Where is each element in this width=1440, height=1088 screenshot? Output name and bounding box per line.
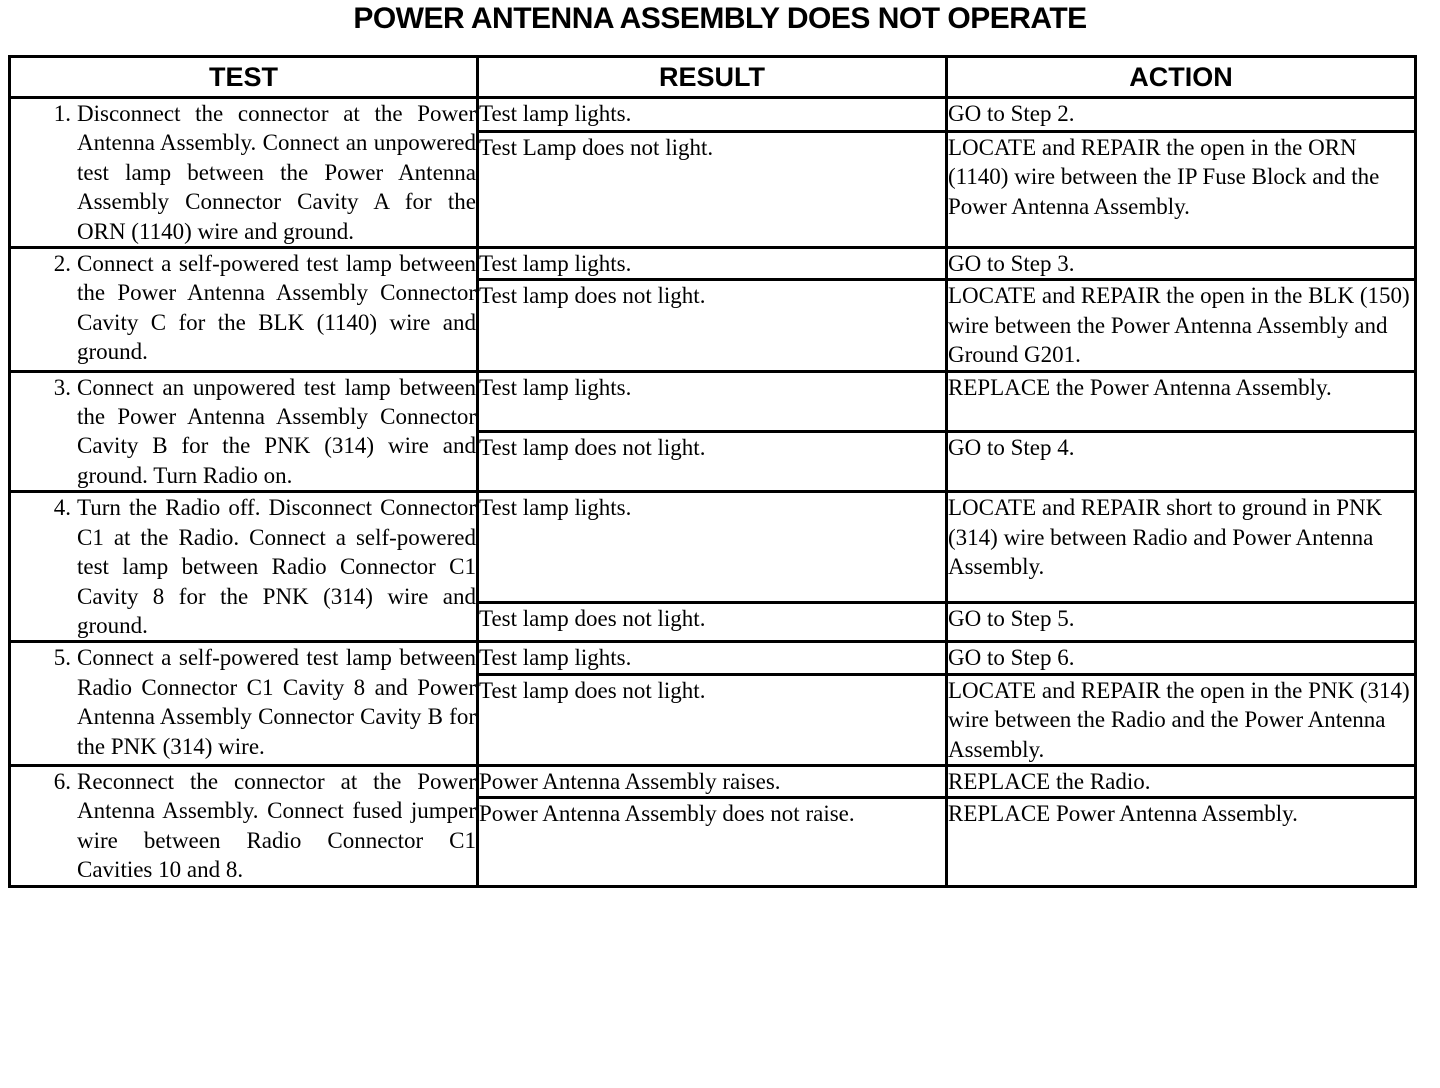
troubleshooting-table	[8, 55, 1417, 888]
step-6-row-a	[10, 765, 1416, 797]
result-cell: Test lamp lights.	[478, 642, 947, 674]
step-test-text: Connect a self-powered test lamp between Radio Connector C1 Cavity 8 and Power Antenna Assembly Connector Cavity B for the PNK (314) wire.	[77, 645, 476, 759]
action-cell: REPLACE the Radio.	[947, 765, 1416, 797]
step-5-row-a	[10, 642, 1416, 674]
result-cell: Test lamp does not light.	[478, 431, 947, 491]
action-cell: REPLACE Power Antenna Assembly.	[947, 798, 1416, 886]
step-number: 4.	[53, 495, 71, 521]
step-test-text: Connect an unpowered test lamp between the Power Antenna Assembly Connector Cavity B for the PNK (314) wire and ground. Turn Radio on.	[77, 374, 476, 488]
result-cell: Test lamp lights.	[478, 98, 947, 132]
result-cell: Test lamp lights.	[478, 248, 947, 280]
step-5-test-cell	[10, 642, 478, 766]
action-cell: GO to Step 3.	[947, 248, 1416, 280]
result-cell: Power Antenna Assembly does not raise.	[478, 798, 947, 886]
step-test-text: Turn the Radio off. Disconnect Connector C1 at the Radio. Connect a self-powered test lamp between Radio Connector C1 Cavity 8 for the PNK (314) wire and ground.	[77, 495, 476, 638]
result-cell: Test lamp lights.	[478, 492, 947, 603]
action-cell: LOCATE and REPAIR short to ground in PNK (314) wire between Radio and Power Antenna Assembly.	[947, 492, 1416, 603]
step-6-test-cell	[10, 765, 478, 886]
action-cell: LOCATE and REPAIR the open in the BLK (150) wire between the Power Antenna Assembly and Ground G201.	[947, 280, 1416, 371]
step-number: 3.	[53, 374, 71, 400]
step-test-text: Disconnect the connector at the Power Antenna Assembly. Connect an unpowered test lamp between the Power Antenna Assembly Connector Cavity A for the ORN (1140) wire and ground.	[77, 101, 476, 244]
step-number: 5.	[53, 645, 71, 671]
result-cell: Test lamp does not light.	[478, 602, 947, 641]
step-number: 1.	[53, 101, 71, 126]
action-cell: GO to Step 5.	[947, 602, 1416, 641]
result-cell: Test lamp lights.	[478, 371, 947, 431]
header-test: TEST	[10, 57, 478, 98]
header-row	[10, 57, 1416, 98]
step-2-test-cell	[10, 248, 478, 372]
step-1-row-a	[10, 98, 1416, 132]
action-cell: LOCATE and REPAIR the open in the ORN (1140) wire between the IP Fuse Block and the Power Antenna Assembly.	[947, 132, 1416, 248]
result-cell: Test lamp does not light.	[478, 280, 947, 371]
step-2-row-a	[10, 248, 1416, 280]
step-4-test-cell	[10, 492, 478, 642]
step-test-text: Reconnect the connector at the Power Antenna Assembly. Connect fused jumper wire between Radio Connector C1 Cavities 10 and 8.	[77, 768, 476, 883]
step-test-text: Connect a self-powered test lamp between the Power Antenna Assembly Connector Cavity C for the BLK (1140) wire and ground.	[77, 251, 476, 365]
step-3-test-cell	[10, 371, 478, 492]
step-3-row-a	[10, 371, 1416, 431]
action-cell: LOCATE and REPAIR the open in the PNK (314) wire between the Radio and the Power Antenna Assembly.	[947, 674, 1416, 765]
step-number: 2.	[53, 251, 71, 277]
action-cell: GO to Step 6.	[947, 642, 1416, 674]
action-cell: GO to Step 2.	[947, 98, 1416, 132]
action-cell: GO to Step 4.	[947, 431, 1416, 491]
header-result: RESULT	[478, 57, 947, 98]
action-cell: REPLACE the Power Antenna Assembly.	[947, 371, 1416, 431]
result-cell: Test Lamp does not light.	[478, 132, 947, 248]
result-cell: Test lamp does not light.	[478, 674, 947, 765]
step-1-test-cell	[10, 98, 478, 248]
step-4-row-a	[10, 492, 1416, 603]
step-number: 6.	[53, 768, 71, 794]
header-action: ACTION	[947, 57, 1416, 98]
page-title: POWER ANTENNA ASSEMBLY DOES NOT OPERATE	[353, 2, 1087, 35]
result-cell: Power Antenna Assembly raises.	[478, 765, 947, 797]
